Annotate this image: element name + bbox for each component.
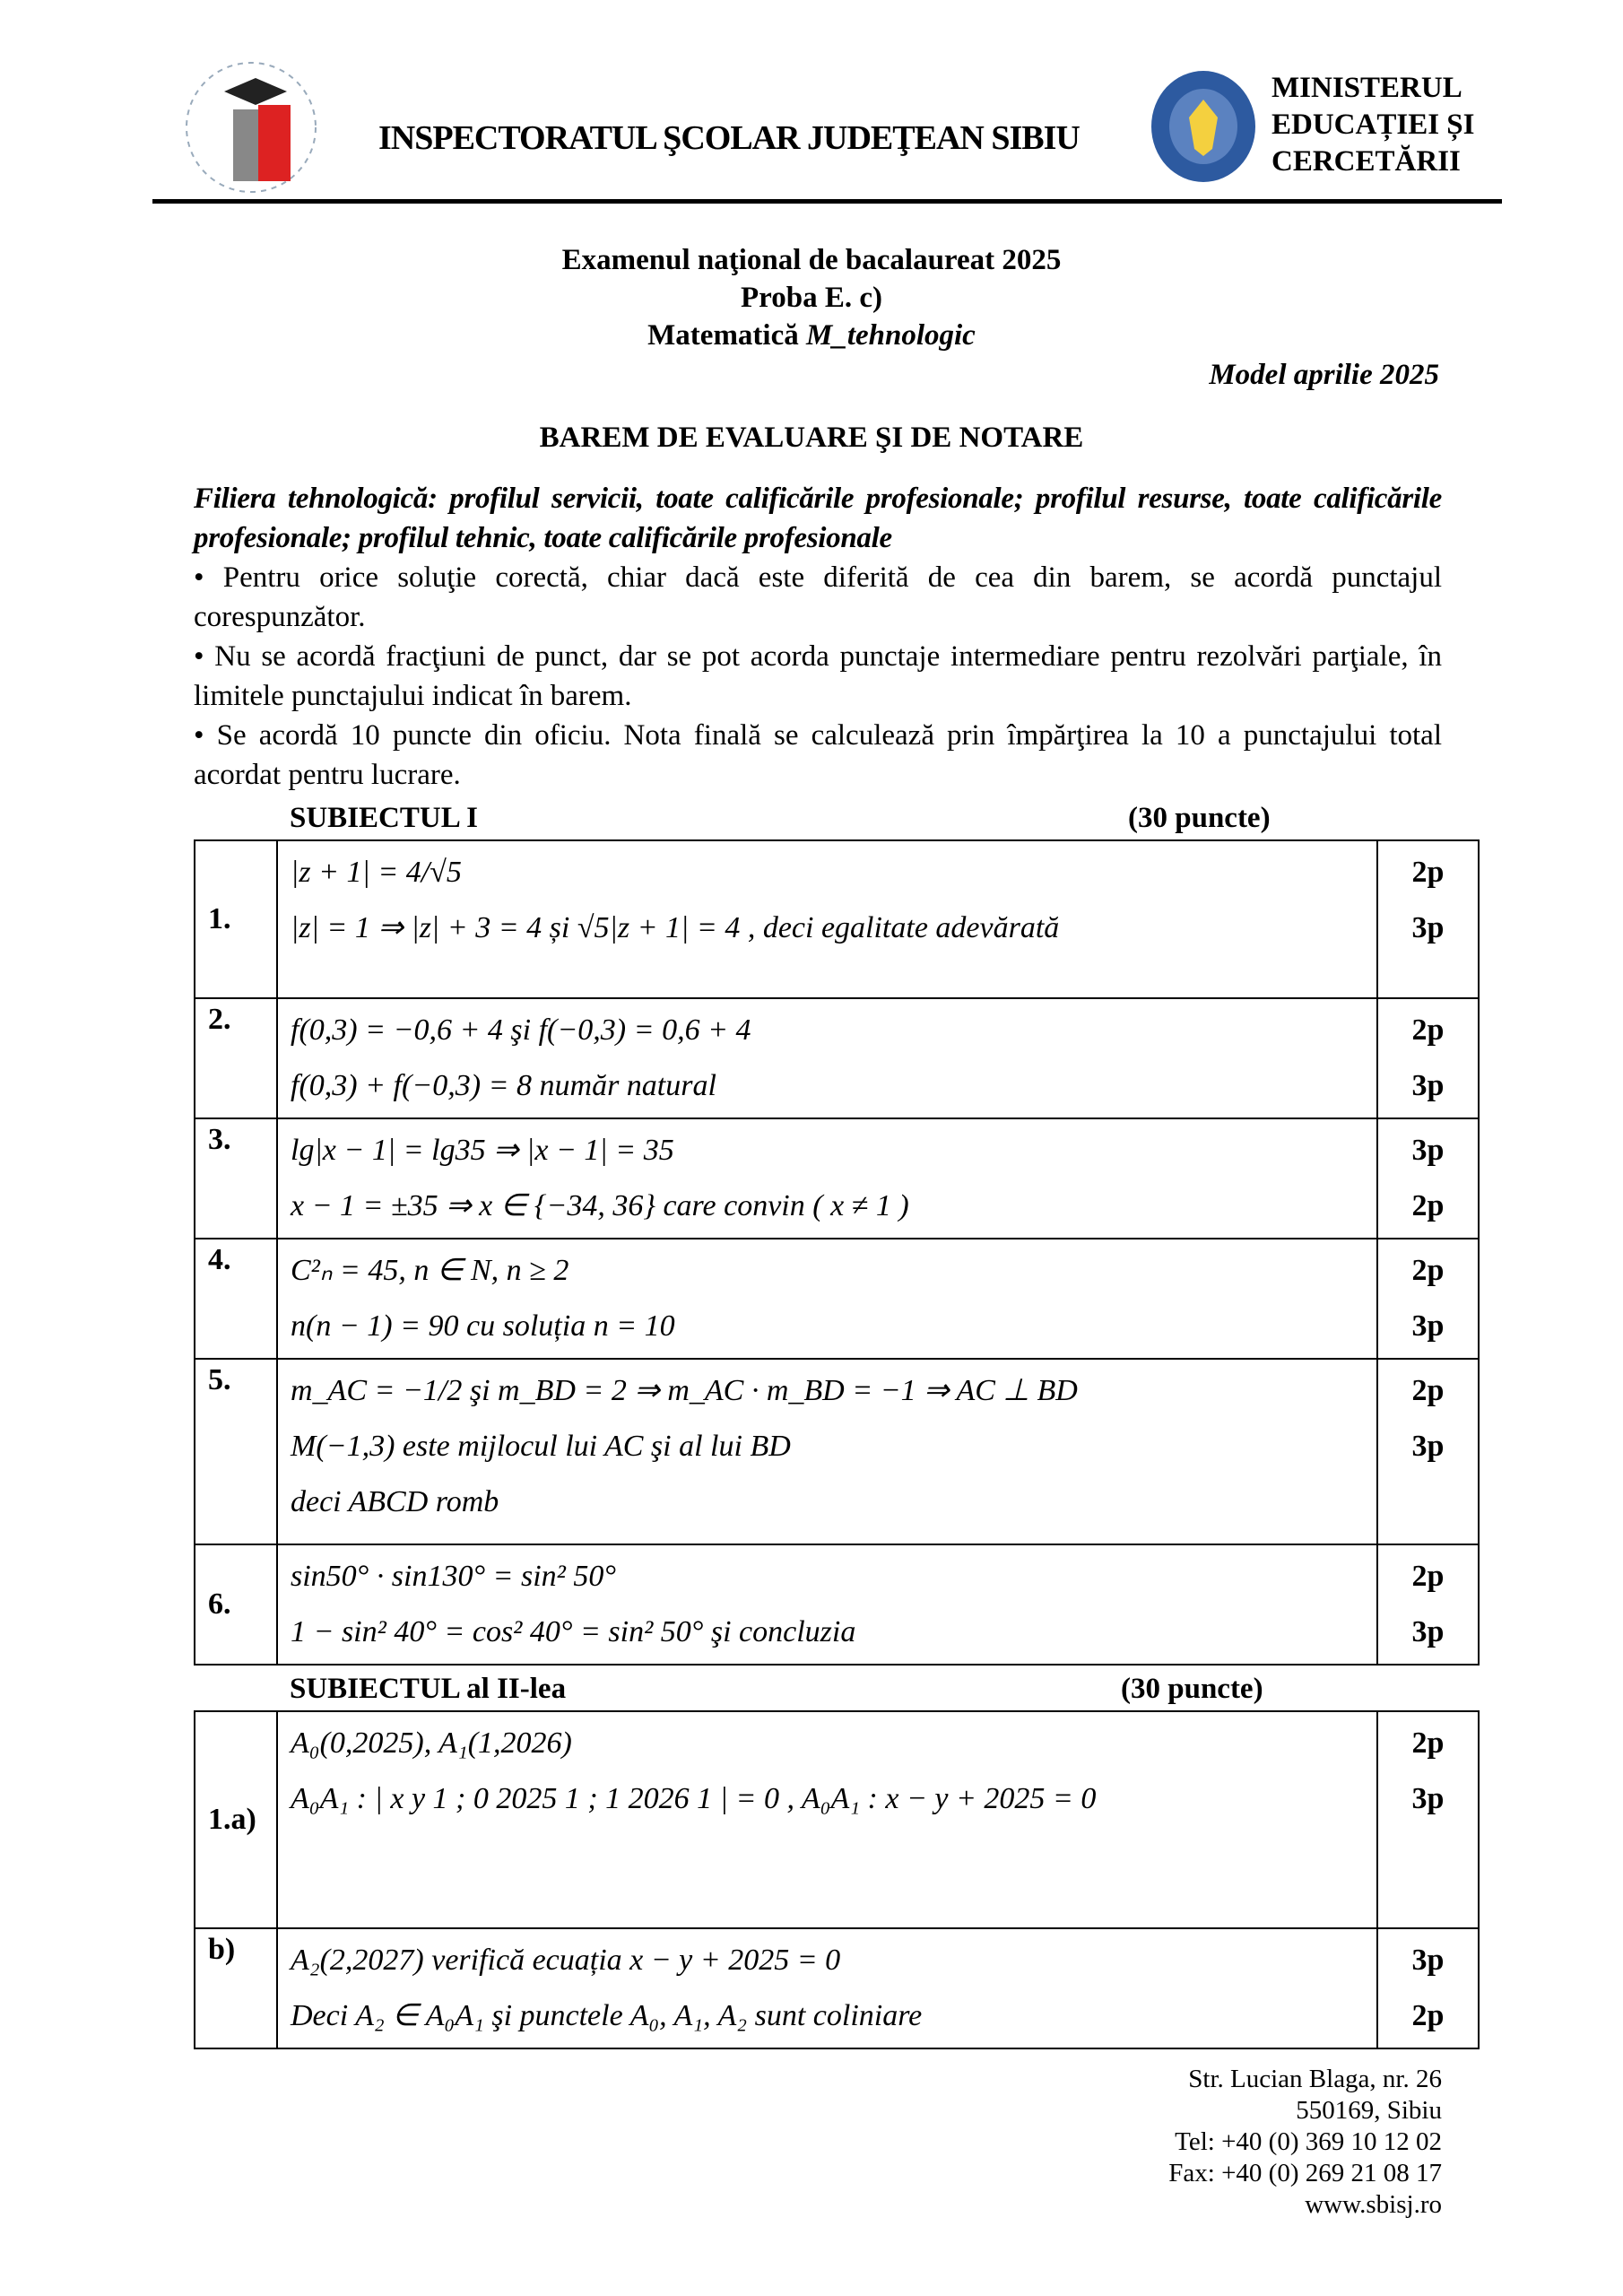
subject-variant: M_tehnologic [805, 319, 976, 352]
points-value: 2p [1411, 1189, 1445, 1222]
points-value: 3p [1411, 1944, 1445, 1977]
solution-line: deci ABCD romb [291, 1485, 499, 1518]
points-value: 3p [1411, 1134, 1445, 1167]
item-number: 5. [195, 1359, 277, 1544]
points-value: 3p [1411, 911, 1445, 944]
item-number: 1. [195, 840, 277, 998]
table-row [195, 1544, 1479, 1665]
points [1377, 1928, 1479, 2048]
points [1377, 1118, 1479, 1239]
address-line: Tel: +40 (0) 369 10 12 02 [1175, 2127, 1442, 2156]
solution [277, 1544, 1377, 1665]
table-row [195, 1239, 1479, 1359]
solution-line: sin50° · sin130° = sin² 50° [291, 1560, 616, 1593]
solution [277, 1118, 1377, 1239]
ministry-line: CERCETĂRII [1271, 145, 1461, 178]
solution-line: f(0,3) + f(−0,3) = 8 număr natural [291, 1069, 716, 1102]
points [1377, 840, 1479, 998]
section-points: (30 puncte) [1121, 1673, 1263, 1705]
points [1377, 1711, 1479, 1928]
address-line: Str. Lucian Blaga, nr. 26 [1188, 2065, 1442, 2093]
ministry-line: MINISTERUL [1271, 72, 1462, 104]
points-value: 2p [1411, 1726, 1445, 1760]
solution [277, 840, 1377, 998]
bullet: • Nu se acordă fracţiuni de punct, dar se pot acorda punctaje intermediare pentru rezolvări parţiale, în limitele punctajului indicat în barem. [194, 640, 1442, 712]
grading-table-1 [194, 839, 1480, 1665]
table-row [195, 1359, 1479, 1544]
subject-label: Matematică [647, 319, 806, 352]
table-row [195, 1928, 1479, 2048]
address-line: 550169, Sibiu [1296, 2096, 1442, 2125]
points-value: 3p [1411, 1782, 1445, 1815]
item-number: 1.a) [195, 1711, 277, 1928]
solution [277, 1711, 1377, 1928]
solution-line: lg|x − 1| = lg35 ⇒ |x − 1| = 35 [291, 1134, 674, 1167]
isj-sibiu-logo [170, 56, 332, 199]
solution-line: A₀(0,2025), A₁(1,2026) [291, 1726, 572, 1760]
points-value: 3p [1411, 1069, 1445, 1102]
item-number: 4. [195, 1239, 277, 1359]
address [194, 2064, 1442, 2221]
points-value: 2p [1411, 856, 1445, 889]
points-value: 3p [1411, 1309, 1445, 1343]
model-date: Model aprilie 2025 [1209, 359, 1439, 391]
points [1377, 1544, 1479, 1665]
ministry-name [1271, 70, 1475, 180]
header-divider [152, 199, 1502, 204]
exam-proba: Proba E. c) [741, 282, 882, 314]
points-value: 2p [1411, 1999, 1445, 2032]
content [194, 479, 1480, 2221]
points-value: 2p [1411, 1374, 1445, 1407]
header-title: INSPECTORATUL ŞCOLAR JUDEŢEAN SIBIU [378, 119, 1080, 157]
section-header [194, 798, 1480, 839]
solution [277, 998, 1377, 1118]
points-value: 2p [1411, 1254, 1445, 1287]
government-seal [1148, 68, 1260, 185]
section-title: SUBIECTUL al II-lea [290, 1673, 567, 1705]
bullet: • Pentru orice soluţie corectă, chiar dacă este diferită de cea din barem, se acordă punctajul corespunzător. [194, 561, 1442, 633]
solution [277, 1359, 1377, 1544]
points-value: 3p [1411, 1430, 1445, 1463]
item-number: b) [195, 1928, 277, 2048]
solution-line: n(n − 1) = 90 cu soluția n = 10 [291, 1309, 675, 1343]
item-number: 2. [195, 998, 277, 1118]
solution [277, 1239, 1377, 1359]
bullet: • Se acordă 10 puncte din oficiu. Nota finală se calculează prin împărţirea la 10 a punctajului total acordat pentru lucrare. [194, 719, 1442, 791]
solution-line: C²ₙ = 45, n ∈ N, n ≥ 2 [291, 1254, 569, 1287]
section-header [194, 1669, 1480, 1710]
points-value: 2p [1411, 1560, 1445, 1593]
solution-line: |z| = 1 ⇒ |z| + 3 = 4 și √5|z + 1| = 4 , deci egalitate adevărată [291, 911, 1060, 944]
solution-line: x − 1 = ±35 ⇒ x ∈ {−34, 36} care convin ( x ≠ 1 ) [291, 1189, 909, 1222]
solution-line: A₀A₁ : | x y 1 ; 0 2025 1 ; 1 2026 1 | = 0 , A₀A₁ : x − y + 2025 = 0 [291, 1782, 1097, 1815]
ministry-line: EDUCAȚIEI ȘI [1271, 109, 1475, 141]
barem-title: BAREM DE EVALUARE ŞI DE NOTARE [539, 422, 1084, 454]
table-row [195, 998, 1479, 1118]
points [1377, 998, 1479, 1118]
filiera: Filiera tehnologică: profilul servicii, toate calificările profesionale; profilul resurse, toate calificările profesionale; profilul tehnic, toate calificările profesionale [194, 483, 1442, 554]
points-value: 3p [1411, 1615, 1445, 1648]
exam-subject [0, 319, 1623, 352]
instructions [194, 479, 1442, 795]
solution [277, 1928, 1377, 2048]
solution-line: f(0,3) = −0,6 + 4 şi f(−0,3) = 0,6 + 4 [291, 1013, 751, 1047]
table-row [195, 840, 1479, 998]
solution-line: 1 − sin² 40° = cos² 40° = sin² 50° şi concluzia [291, 1615, 856, 1648]
exam-title: Examenul naţional de bacalaureat 2025 [561, 244, 1062, 276]
item-number: 6. [195, 1544, 277, 1665]
solution-line: |z + 1| = 4/√5 [291, 856, 462, 889]
section-points: (30 puncte) [1128, 802, 1271, 834]
solution-line: Deci A₂ ∈ A₀A₁ şi punctele A₀, A₁, A₂ sunt coliniare [291, 1999, 923, 2032]
table-row [195, 1118, 1479, 1239]
section-title: SUBIECTUL I [290, 802, 479, 834]
solution-line: A₂(2,2027) verifică ecuația x − y + 2025 = 0 [291, 1944, 841, 1977]
grading-table-2 [194, 1710, 1480, 2049]
points [1377, 1359, 1479, 1544]
table-row [195, 1711, 1479, 1928]
item-number: 3. [195, 1118, 277, 1239]
solution-line: M(−1,3) este mijlocul lui AC şi al lui BD [291, 1430, 791, 1463]
website: www.sbisj.ro [1305, 2190, 1442, 2219]
address-line: Fax: +40 (0) 269 21 08 17 [1168, 2159, 1442, 2187]
points [1377, 1239, 1479, 1359]
points-value: 2p [1411, 1013, 1445, 1047]
solution-line: m_AC = −1/2 şi m_BD = 2 ⇒ m_AC · m_BD = −1 ⇒ AC ⊥ BD [291, 1374, 1078, 1407]
